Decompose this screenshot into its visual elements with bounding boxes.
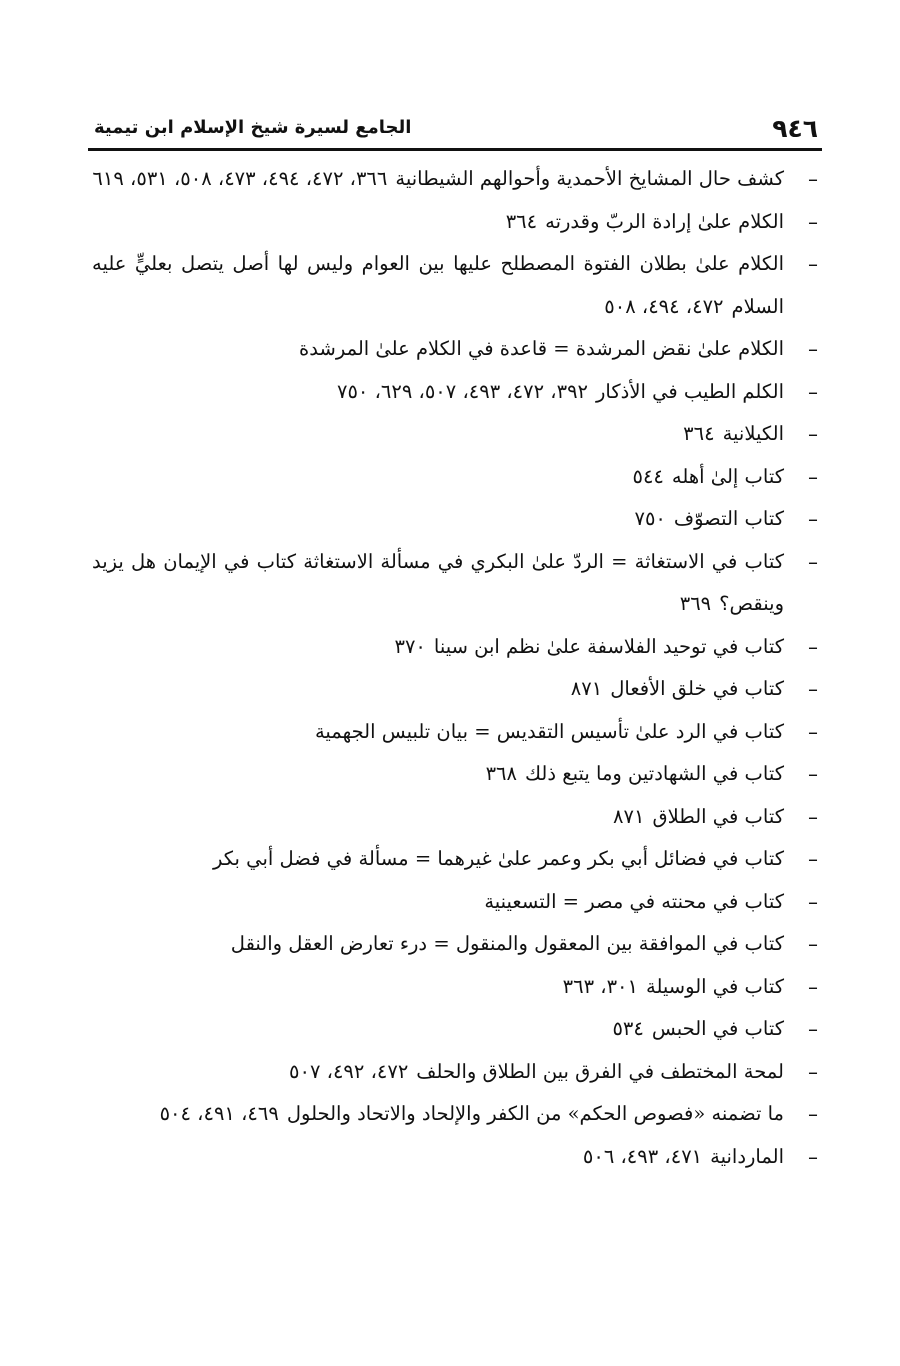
entry-page-refs: ٥٤٤ <box>632 464 664 488</box>
index-entry <box>92 413 820 456</box>
entry-title: كتاب في الاستغاثة = الردّ علىٰ البكري في مسألة الاستغاثة كتاب في الإيمان هل يزيد وينقص؟ <box>92 549 784 615</box>
entry-dash: – <box>808 932 818 956</box>
entry-title: الكيلانية <box>722 422 784 445</box>
entry-title: الكلم الطيب في الأذكار <box>596 379 784 403</box>
entry-dash: – <box>808 677 818 701</box>
entry-title: كتاب في الموافقة بين المعقول والمنقول = درء تعارض العقل والنقل <box>230 932 784 955</box>
index-entry <box>92 796 820 839</box>
index-entry <box>92 668 820 711</box>
entry-page-refs: ٣٦٤ <box>683 422 715 445</box>
entry-dash: – <box>808 337 818 361</box>
entry-page-refs: ٣٦٨ <box>485 762 517 785</box>
entry-title: كتاب في الوسيلة <box>645 974 784 998</box>
entry-dash: – <box>808 719 818 744</box>
index-entry <box>92 1051 820 1094</box>
entry-dash: – <box>808 507 818 531</box>
index-entry <box>92 966 820 1009</box>
entry-title: الكلام علىٰ نقض المرشدة = قاعدة في الكلام علىٰ المرشدة <box>299 337 784 360</box>
index-entry <box>92 456 820 499</box>
entry-dash: – <box>808 209 818 234</box>
entry-page-refs: ٣٦٦، ٤٧٢، ٤٩٤، ٤٧٣، ٥٠٨، ٥٣١، ٦١٩ <box>92 167 388 190</box>
entry-title: الماردانية <box>710 1144 784 1168</box>
entry-title: كتاب في الطلاق <box>652 804 784 828</box>
running-title: الجامع لسيرة شيخ الإسلام ابن تيمية <box>94 117 412 138</box>
entry-title: كتاب في الشهادتين وما يتبع ذلك <box>525 762 784 785</box>
index-entry <box>92 328 820 371</box>
entry-title: كتاب في الحبس <box>651 1017 784 1040</box>
index-entry <box>92 243 820 328</box>
entry-page-refs: ٣٠١، ٣٦٣ <box>562 974 638 998</box>
index-entry <box>92 753 820 796</box>
entry-page-refs: ٣٦٤ <box>505 209 538 233</box>
entry-title: الكلام علىٰ بطلان الفتوة المصطلح عليها بين العوام وليس لها أصل يتصل بعليٍّ عليه السلام <box>92 252 784 318</box>
entry-title: ما تضمنه «فصوص الحكم» من الكفر والإلحاد والاتحاد والحلول <box>286 1102 784 1125</box>
entry-dash: – <box>808 1144 818 1169</box>
entry-dash: – <box>808 634 818 659</box>
entry-title: كتاب التصوّف <box>673 507 784 530</box>
index-entry <box>92 838 820 881</box>
index-entry <box>92 881 820 924</box>
entry-dash: – <box>808 974 818 999</box>
entry-dash: – <box>808 167 818 191</box>
entry-title: الكلام علىٰ إرادة الربّ وقدرته <box>545 209 784 233</box>
entry-dash: – <box>808 1059 818 1084</box>
index-entry <box>92 371 820 414</box>
entry-dash: – <box>808 762 818 786</box>
entry-title: كتاب في توحيد الفلاسفة علىٰ نظم ابن سينا <box>433 634 784 658</box>
entry-dash: – <box>808 847 818 871</box>
entry-page-refs: ٤٧٢، ٤٩٤، ٥٠٨ <box>604 294 724 318</box>
index-entry <box>92 626 820 669</box>
entry-page-refs: ٧٥٠ <box>634 507 666 530</box>
entry-page-refs: ٥٣٤ <box>612 1017 644 1040</box>
entry-page-refs: ٤٧١، ٤٩٣، ٥٠٦ <box>582 1144 703 1168</box>
entry-dash: – <box>808 549 818 574</box>
entry-page-refs: ٤٧٢، ٤٩٢، ٥٠٧ <box>289 1059 409 1083</box>
index-entry <box>92 1008 820 1051</box>
index-entry <box>92 158 820 201</box>
index-entry <box>92 201 820 244</box>
index-entry <box>92 923 820 966</box>
entry-dash: – <box>808 889 818 914</box>
entry-page-refs: ٣٩٢، ٤٧٢، ٤٩٣، ٥٠٧، ٦٢٩، ٧٥٠ <box>336 379 589 403</box>
entry-page-refs: ٣٦٩ <box>679 592 712 615</box>
entry-page-refs: ٨٧١ <box>570 677 603 700</box>
index-entries-list <box>92 158 820 1178</box>
index-entry <box>92 711 820 754</box>
entry-dash: – <box>808 804 818 829</box>
entry-page-refs: ٣٧٠ <box>394 634 426 658</box>
entry-dash: – <box>808 379 818 404</box>
header-rule <box>88 148 822 151</box>
entry-page-refs: ٤٦٩، ٤٩١، ٥٠٤ <box>159 1102 279 1125</box>
entry-title: كتاب في فضائل أبي بكر وعمر علىٰ غيرهما = مسألة في فضل أبي بكر <box>213 847 784 870</box>
index-entry <box>92 1093 820 1136</box>
entry-title: كشف حال المشايخ الأحمدية وأحوالهم الشيطانية <box>395 167 784 190</box>
entry-dash: – <box>808 1102 818 1126</box>
entry-dash: – <box>808 422 818 446</box>
entry-title: كتاب في الرد علىٰ تأسيس التقديس = بيان تلبيس الجهمية <box>314 719 784 743</box>
entry-title: كتاب إلىٰ أهله <box>671 464 784 488</box>
index-entry <box>92 1136 820 1179</box>
entry-dash: – <box>808 464 818 489</box>
entry-dash: – <box>808 252 818 276</box>
index-entry <box>92 541 820 626</box>
index-entry <box>92 498 820 541</box>
entry-title: كتاب في خلق الأفعال <box>610 677 784 700</box>
page-header <box>88 112 822 146</box>
entry-title: كتاب في محنته في مصر = التسعينية <box>484 889 784 913</box>
entry-title: لمحة المختطف في الفرق بين الطلاق والحلف <box>416 1059 784 1083</box>
page-number: ٩٤٦ <box>772 114 818 143</box>
entry-dash: – <box>808 1017 818 1041</box>
entry-page-refs: ٨٧١ <box>613 804 645 828</box>
